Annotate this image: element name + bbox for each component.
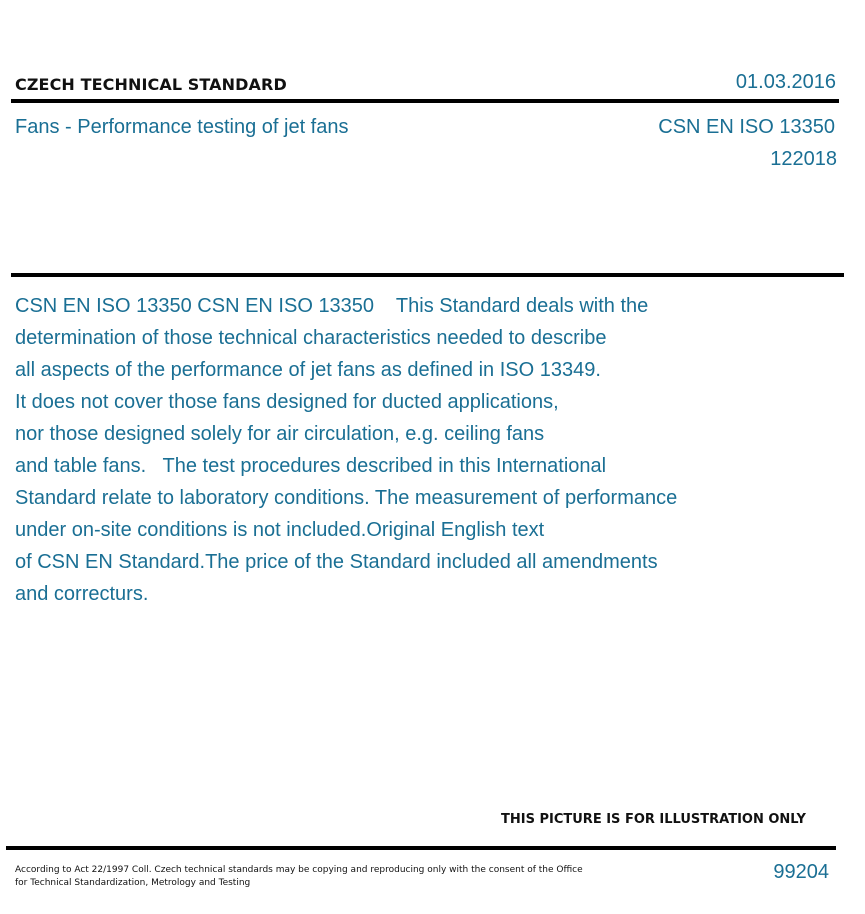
- header-divider: [11, 99, 839, 103]
- description-line: and correcturs.: [15, 583, 149, 605]
- description-line: nor those designed solely for air circulation, e.g. ceiling fans: [15, 423, 545, 445]
- classification-number: 122018: [770, 148, 837, 170]
- standard-title: Fans - Performance testing of jet fans: [15, 116, 349, 138]
- description-line: under on-site conditions is not included.Original English text: [15, 519, 545, 541]
- description-line: determination of those technical characteristics needed to describe: [15, 327, 607, 349]
- legal-notice-line: for Technical Standardization, Metrology and Testing: [15, 878, 251, 888]
- legal-notice: [15, 864, 583, 890]
- document-header-label: CZECH TECHNICAL STANDARD: [15, 75, 287, 94]
- description-line: all aspects of the performance of jet fans as defined in ISO 13349.: [15, 359, 601, 381]
- issue-date: 01.03.2016: [735, 71, 836, 93]
- description-line: Standard relate to laboratory conditions. The measurement of performance: [15, 487, 678, 509]
- description-line: of CSN EN Standard.The price of the Standard included all amendments: [15, 551, 658, 573]
- description-line: It does not cover those fans designed for ducted applications,: [15, 391, 559, 413]
- footer-number: 99204: [773, 861, 829, 883]
- standard-description: [15, 290, 775, 610]
- description-line: and table fans. The test procedures described in this International: [15, 455, 607, 477]
- footer-divider: [6, 846, 836, 850]
- section-divider: [11, 273, 844, 277]
- description-line: CSN EN ISO 13350 CSN EN ISO 13350 This Standard deals with the: [15, 295, 649, 317]
- legal-notice-line: According to Act 22/1997 Coll. Czech technical standards may be copying and reproducing only with the consent of the Office: [15, 865, 583, 875]
- standard-code: CSN EN ISO 13350: [658, 116, 835, 138]
- illustration-disclaimer: THIS PICTURE IS FOR ILLUSTRATION ONLY: [501, 812, 806, 827]
